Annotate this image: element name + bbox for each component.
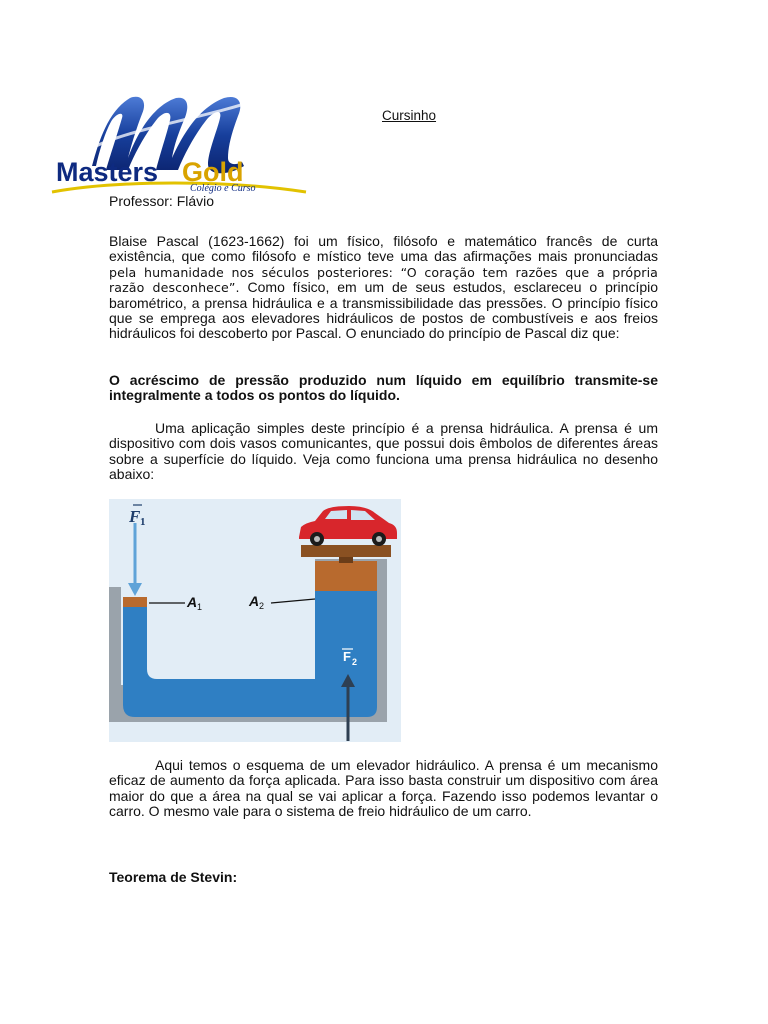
small-piston bbox=[123, 597, 147, 607]
elevator-description-paragraph: Aqui temos o esquema de um elevador hidráulico. A prensa é um mecanismo eficaz de aumento da força aplicada. Para isso basta construir um dispositivo com área maior do que a área na qual se vai aplicar a força. Fazendo isso podemos levantar o carro. O mesmo vale para o sistema de freio hidráulico de um carro. bbox=[109, 757, 658, 820]
intro-text-c: Como físico, em um de seus estudos, esclareceu o princípio barométrico, a prensa hidráulica e a transmissibilidade das pressões. O princípio físico que se emprega aos elevadores hidráulicos de postos de combustíveis e aos freios hidráulicos foi descoberto por Pascal. O enunciado do princípio de Pascal diz que: bbox=[109, 279, 659, 342]
logo-tagline: Colégio e Curso bbox=[190, 183, 256, 194]
area-label-a2-sub: 2 bbox=[259, 601, 265, 611]
logo-brand-second: Gold bbox=[182, 157, 244, 187]
force-label-f2: F bbox=[343, 649, 351, 664]
car-platform bbox=[301, 545, 391, 557]
area-label-a2: A bbox=[249, 593, 260, 609]
pascal-principle-statement: O acréscimo de pressão produzido num líquido em equilíbrio transmite-se integralmente a todos os pontos do líquido. bbox=[109, 372, 658, 404]
logo-brand-first: Masters bbox=[56, 157, 159, 187]
masters-gold-logo bbox=[48, 88, 310, 200]
platform-stem bbox=[339, 557, 353, 563]
force-label-f2-sub: 2 bbox=[352, 657, 358, 667]
intro-text-quote: pela humanidade nos séculos posteriores: “O coração tem razões que a própria razão desconhece”. bbox=[109, 264, 658, 296]
intro-paragraph bbox=[109, 234, 658, 342]
professor-line: Professor: Flávio bbox=[109, 193, 215, 209]
stevin-section-heading: Teorema de Stevin: bbox=[109, 869, 238, 885]
page-header-title: Cursinho bbox=[382, 108, 437, 123]
force-label-f1-sub: 1 bbox=[140, 516, 146, 528]
force-label-f1: F bbox=[129, 507, 141, 526]
hydraulic-press-diagram bbox=[109, 499, 401, 742]
large-piston bbox=[315, 561, 377, 591]
intro-text-a: Blaise Pascal (1623-1662) foi um físico, filósofo e matemático francês de curta existência, que como filósofo e místico teve uma das afirmações mais pronunciadas bbox=[109, 233, 658, 265]
area-label-a1-sub: 1 bbox=[197, 602, 203, 612]
area-label-a1: A bbox=[187, 594, 198, 610]
press-description-paragraph: Uma aplicação simples deste princípio é a prensa hidráulica. A prensa é um dispositivo com dois vasos comunicantes, que possui dois êmbolos de diferentes áreas sobre a superfície do líquido. Veja como funciona uma prensa hidráulica no desenho abaixo: bbox=[109, 420, 658, 483]
